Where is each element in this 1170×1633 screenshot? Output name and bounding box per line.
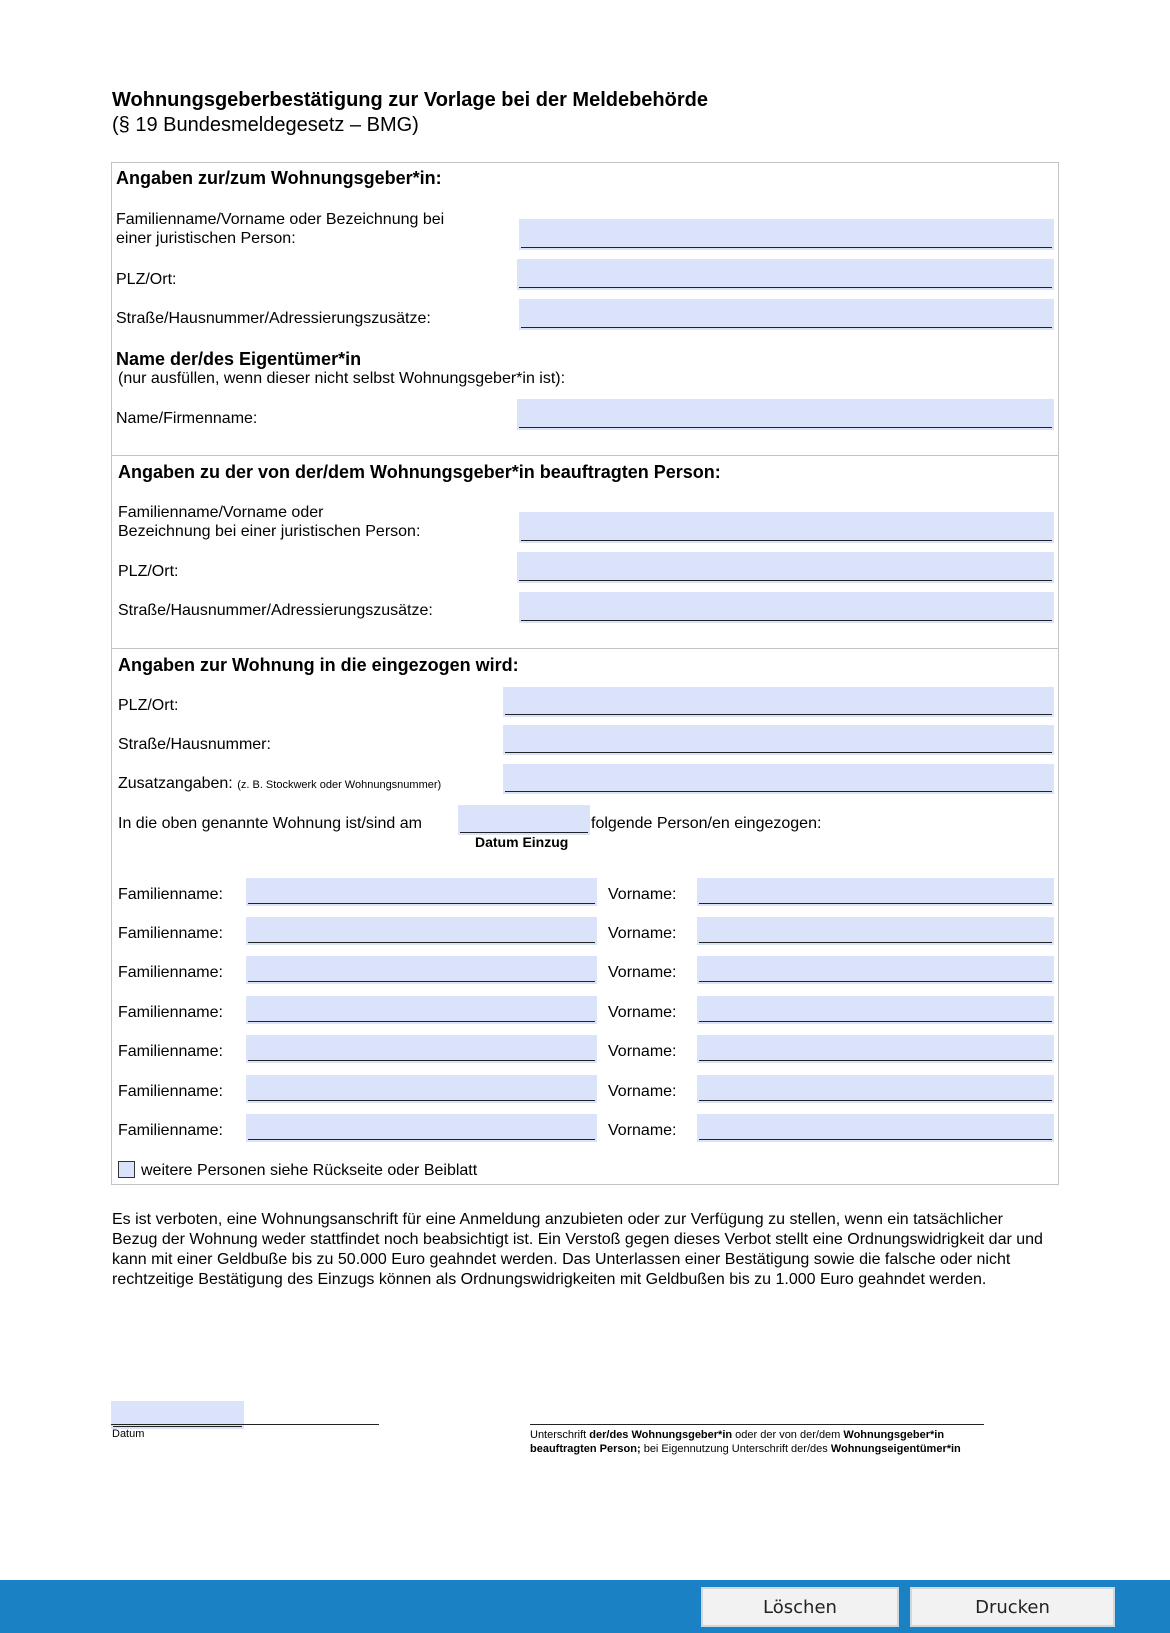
person-lastname-label: Familienname: [118,925,223,942]
agent-name-input[interactable] [519,512,1054,543]
person-lastname-label: Familienname: [118,886,223,903]
person-firstname-input[interactable] [697,1075,1054,1103]
flat-extra-label: Zusatzangaben: (z. B. Stockwerk oder Wohnungsnummer) [118,775,442,792]
movein-prefix: In die oben genannte Wohnung ist/sind am [118,815,422,832]
page-title: Wohnungsgeberbestätigung zur Vorlage bei der Meldebehörde [112,89,708,111]
person-lastname-input[interactable] [246,1035,597,1063]
date-caption: Datum [112,1428,145,1440]
person-firstname-label: Vorname: [608,1122,677,1139]
flat-street-input[interactable] [503,725,1054,755]
clear-button[interactable]: Löschen [701,1587,899,1627]
signature-line [530,1424,984,1425]
person-lastname-input[interactable] [246,956,597,984]
person-firstname-label: Vorname: [608,886,677,903]
landlord-street-input[interactable] [519,299,1054,330]
person-firstname-label: Vorname: [608,1043,677,1060]
person-lastname-label: Familienname: [118,1083,223,1100]
landlord-plz-input[interactable] [517,259,1054,290]
agent-street-input[interactable] [519,592,1054,623]
flat-plz-input[interactable] [503,687,1054,717]
flat-street-label: Straße/Hausnummer: [118,736,271,753]
landlord-name-label: Familienname/Vorname oder Bezeichnung bei einer juristischen Person: [116,211,445,247]
more-persons-label: weitere Personen siehe Rückseite oder Beiblatt [141,1162,478,1179]
flat-plz-label: PLZ/Ort: [118,697,179,714]
person-lastname-input[interactable] [246,996,597,1024]
flat-extra-input[interactable] [503,764,1054,794]
owner-name-input[interactable] [517,399,1054,430]
person-firstname-input[interactable] [697,917,1054,945]
person-lastname-label: Familienname: [118,964,223,981]
agent-plz-label: PLZ/Ort: [118,563,179,580]
person-lastname-input[interactable] [246,1075,597,1103]
movein-suffix: folgende Person/en eingezogen: [591,815,822,832]
section-flat-heading: Angaben zur Wohnung in die eingezogen wird: [118,655,519,675]
landlord-plz-label: PLZ/Ort: [116,271,177,288]
person-firstname-label: Vorname: [608,925,677,942]
section-agent-heading: Angaben zu der von der/dem Wohnungsgeber*in beauftragten Person: [118,462,721,482]
owner-note: (nur ausfüllen, wenn dieser nicht selbst Wohnungsgeber*in ist): [118,370,566,387]
person-lastname-input[interactable] [246,917,597,945]
owner-name-label: Name/Firmenname: [116,410,258,427]
section-landlord-heading: Angaben zur/zum Wohnungsgeber*in: [116,168,442,188]
person-firstname-input[interactable] [697,878,1054,906]
person-firstname-label: Vorname: [608,1083,677,1100]
person-lastname-input[interactable] [246,878,597,906]
person-firstname-label: Vorname: [608,1004,677,1021]
person-firstname-input[interactable] [697,1114,1054,1142]
landlord-name-input[interactable] [519,219,1054,250]
person-lastname-input[interactable] [246,1114,597,1142]
agent-name-label: Familienname/Vorname oder Bezeichnung bei einer juristischen Person: [118,504,421,540]
agent-street-label: Straße/Hausnummer/Adressierungszusätze: [118,602,433,619]
person-firstname-input[interactable] [697,996,1054,1024]
owner-heading: Name der/des Eigentümer*in [116,349,362,369]
divider [112,648,1058,649]
print-button[interactable]: Drucken [910,1587,1115,1627]
person-lastname-label: Familienname: [118,1004,223,1021]
person-firstname-input[interactable] [697,956,1054,984]
legal-notice: Es ist verboten, eine Wohnungsanschrift für eine Anmeldung anzubieten oder zur Verfügung zu stellen, wenn ein tatsächlicher Bezug der Wohnung weder stattfindet noch beabsichtigt ist. Ein Verstoß gegen dieses Verbot stellt eine Ordnungswidrigkeit dar und kann mit einer Geldbuße bis zu 50.000 Euro geahndet werden. Das Unterlassen einer Bestätigung sowie die falsche oder nicht rechtzeitige Bestätigung des Einzugs können als Ordnungswidrigkeiten mit Geldbußen bis zu 1.000 Euro geahndet werden. [112,1211,1043,1288]
agent-plz-input[interactable] [517,552,1054,583]
date-line [111,1424,379,1425]
person-lastname-label: Familienname: [118,1043,223,1060]
divider [112,455,1058,456]
page-subtitle: (§ 19 Bundesmeldegesetz – BMG) [112,114,419,136]
movein-date-input[interactable] [458,805,590,835]
signature-caption: Unterschrift der/des Wohnungsgeber*in oder der von der/dem Wohnungsgeber*in beauftragten Person; bei Eigennutzung Unterschrift der/des Wohnungseigentümer*in [530,1429,961,1455]
landlord-street-label: Straße/Hausnummer/Adressierungszusätze: [116,310,431,327]
person-firstname-label: Vorname: [608,964,677,981]
person-firstname-input[interactable] [697,1035,1054,1063]
more-persons-checkbox[interactable] [118,1161,135,1178]
movein-date-caption: Datum Einzug [475,834,569,850]
person-lastname-label: Familienname: [118,1122,223,1139]
